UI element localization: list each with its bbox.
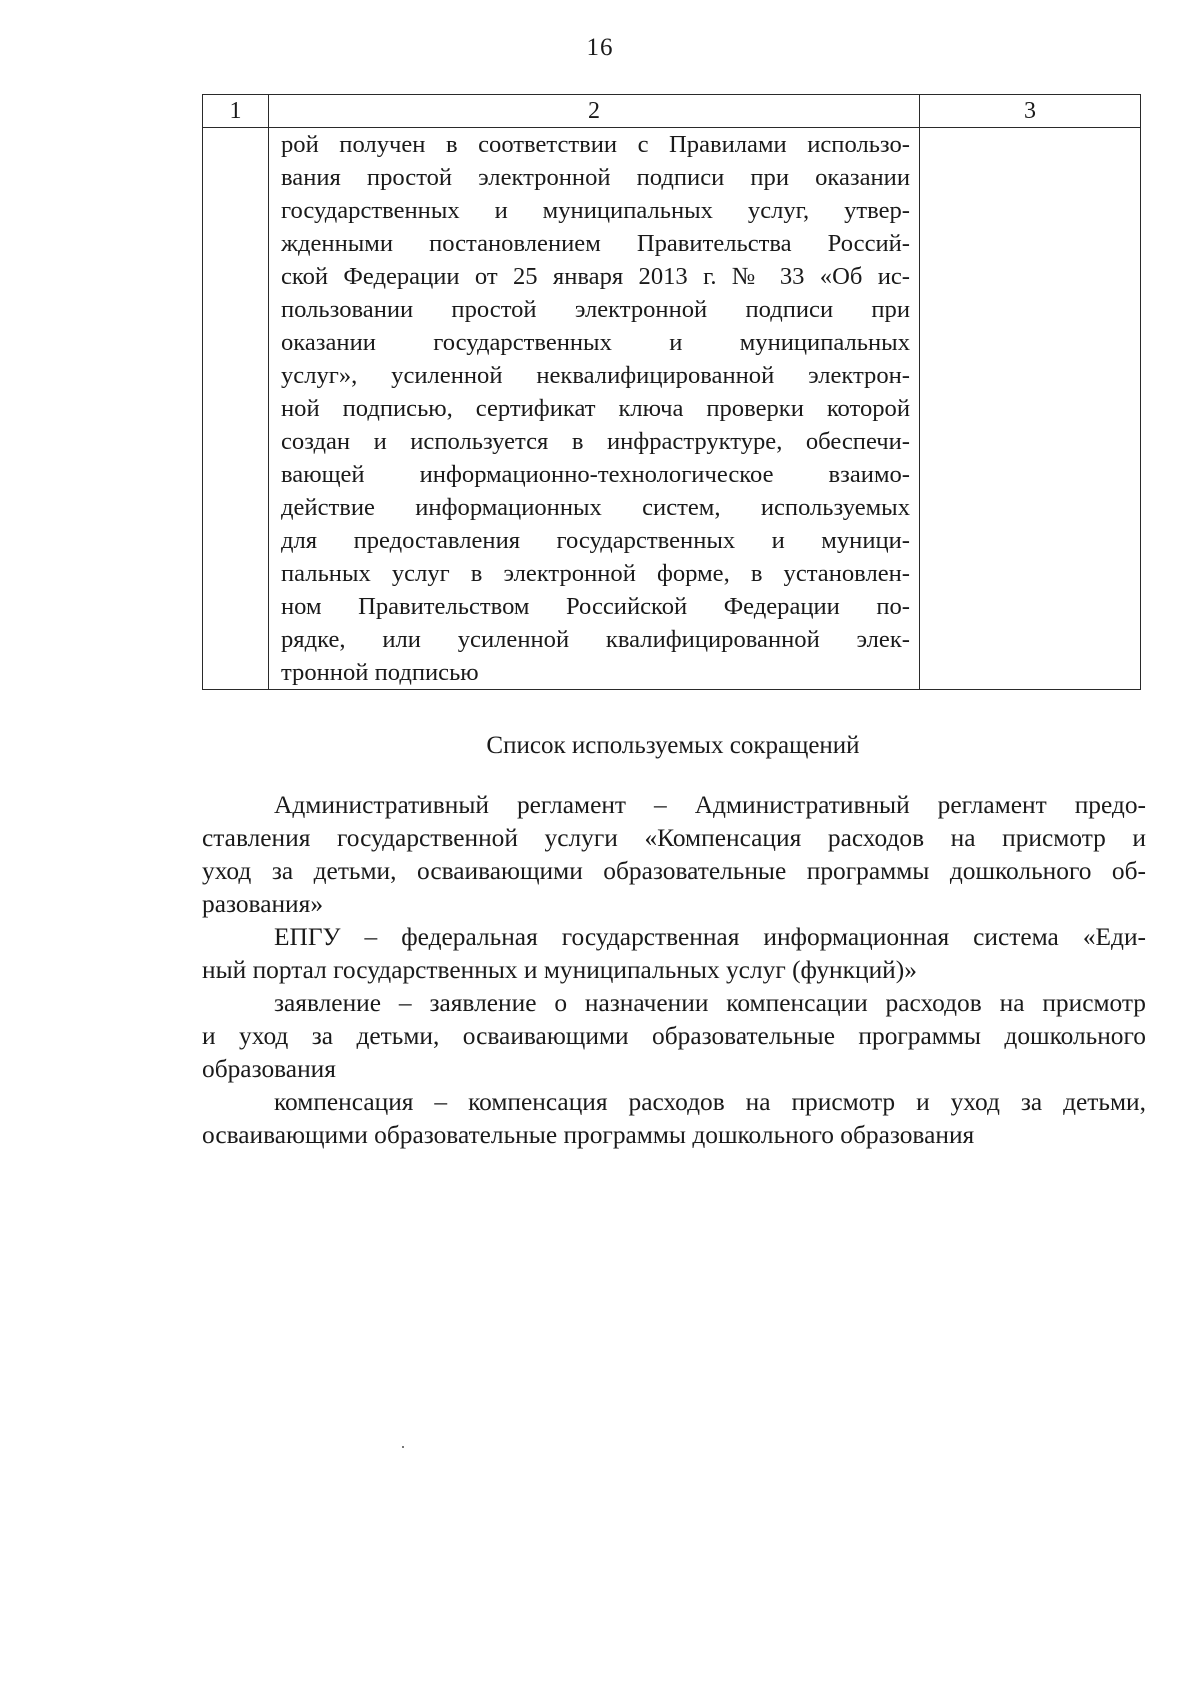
table-cell-line: государственных и муниципальных услуг, утвер- bbox=[281, 197, 910, 224]
abbreviation-line: ЕПГУ – федеральная государственная информационная система «Еди- bbox=[274, 923, 1146, 951]
table-header-col-2: 2 bbox=[269, 95, 920, 128]
document-table bbox=[202, 94, 1141, 690]
abbreviation-line: разования» bbox=[202, 890, 324, 918]
scan-speck bbox=[402, 1446, 404, 1448]
table-header-col-3: 3 bbox=[920, 95, 1141, 128]
page-number: 16 bbox=[586, 34, 614, 61]
table-cell-line: ной подписью, сертификат ключа проверки которой bbox=[281, 395, 910, 422]
table-cell-line: вающей информационно-технологическое взаимо- bbox=[281, 461, 910, 488]
table-row bbox=[203, 128, 1141, 690]
abbreviation-line: Административный регламент – Административный регламент предо- bbox=[274, 791, 1146, 819]
table-cell-col-1 bbox=[203, 128, 269, 690]
table-header-row bbox=[203, 95, 1141, 128]
table-cell-line: для предоставления государственных и муници- bbox=[281, 527, 910, 554]
table-cell-col-2 bbox=[269, 128, 920, 690]
table-cell-text bbox=[269, 128, 919, 689]
abbreviation-line: образования bbox=[202, 1055, 336, 1083]
table-cell-line: пальных услуг в электронной форме, в установлен- bbox=[281, 560, 910, 587]
table-cell-line: оказании государственных и муниципальных bbox=[281, 329, 910, 356]
abbreviation-line: осваивающими образовательные программы дошкольного образования bbox=[202, 1121, 975, 1149]
table-cell-line: пользовании простой электронной подписи при bbox=[281, 296, 910, 323]
table-cell-line: действие информационных систем, используемых bbox=[281, 494, 910, 521]
abbreviation-line: ный портал государственных и муниципальных услуг (функций)» bbox=[202, 956, 917, 984]
abbreviation-line: и уход за детьми, осваивающими образовательные программы дошкольного bbox=[202, 1022, 1146, 1050]
abbreviation-line: заявление – заявление о назначении компенсации расходов на присмотр bbox=[274, 989, 1146, 1017]
table-cell-line: услуг», усиленной неквалифицированной электрон- bbox=[281, 362, 910, 389]
table-cell-line: создан и используется в инфраструктуре, обеспечи- bbox=[281, 428, 910, 455]
table-cell-line: рой получен в соответствии с Правилами использо- bbox=[281, 131, 910, 158]
abbreviation-line: уход за детьми, осваивающими образовательные программы дошкольного об- bbox=[202, 857, 1146, 885]
table-cell-line: жденными постановлением Правительства Россий- bbox=[281, 230, 910, 257]
table-cell-line: ской Федерации от 25 января 2013 г. № 33 «Об ис- bbox=[281, 263, 910, 290]
abbreviation-line: ставления государственной услуги «Компенсация расходов на присмотр и bbox=[202, 824, 1146, 852]
table-cell-line: тронной подписью bbox=[281, 659, 479, 686]
table-cell-line: вания простой электронной подписи при оказании bbox=[281, 164, 910, 191]
abbreviation-line: компенсация – компенсация расходов на присмотр и уход за детьми, bbox=[274, 1088, 1146, 1116]
table-cell-col-3 bbox=[920, 128, 1141, 690]
abbreviations-title: Список используемых сокращений bbox=[486, 732, 860, 759]
abbreviations-list bbox=[202, 789, 1146, 1152]
table-cell-line: рядке, или усиленной квалифицированной элек- bbox=[281, 626, 910, 653]
table-cell-line: ном Правительством Российской Федерации по- bbox=[281, 593, 910, 620]
table-header-col-1: 1 bbox=[203, 95, 269, 128]
